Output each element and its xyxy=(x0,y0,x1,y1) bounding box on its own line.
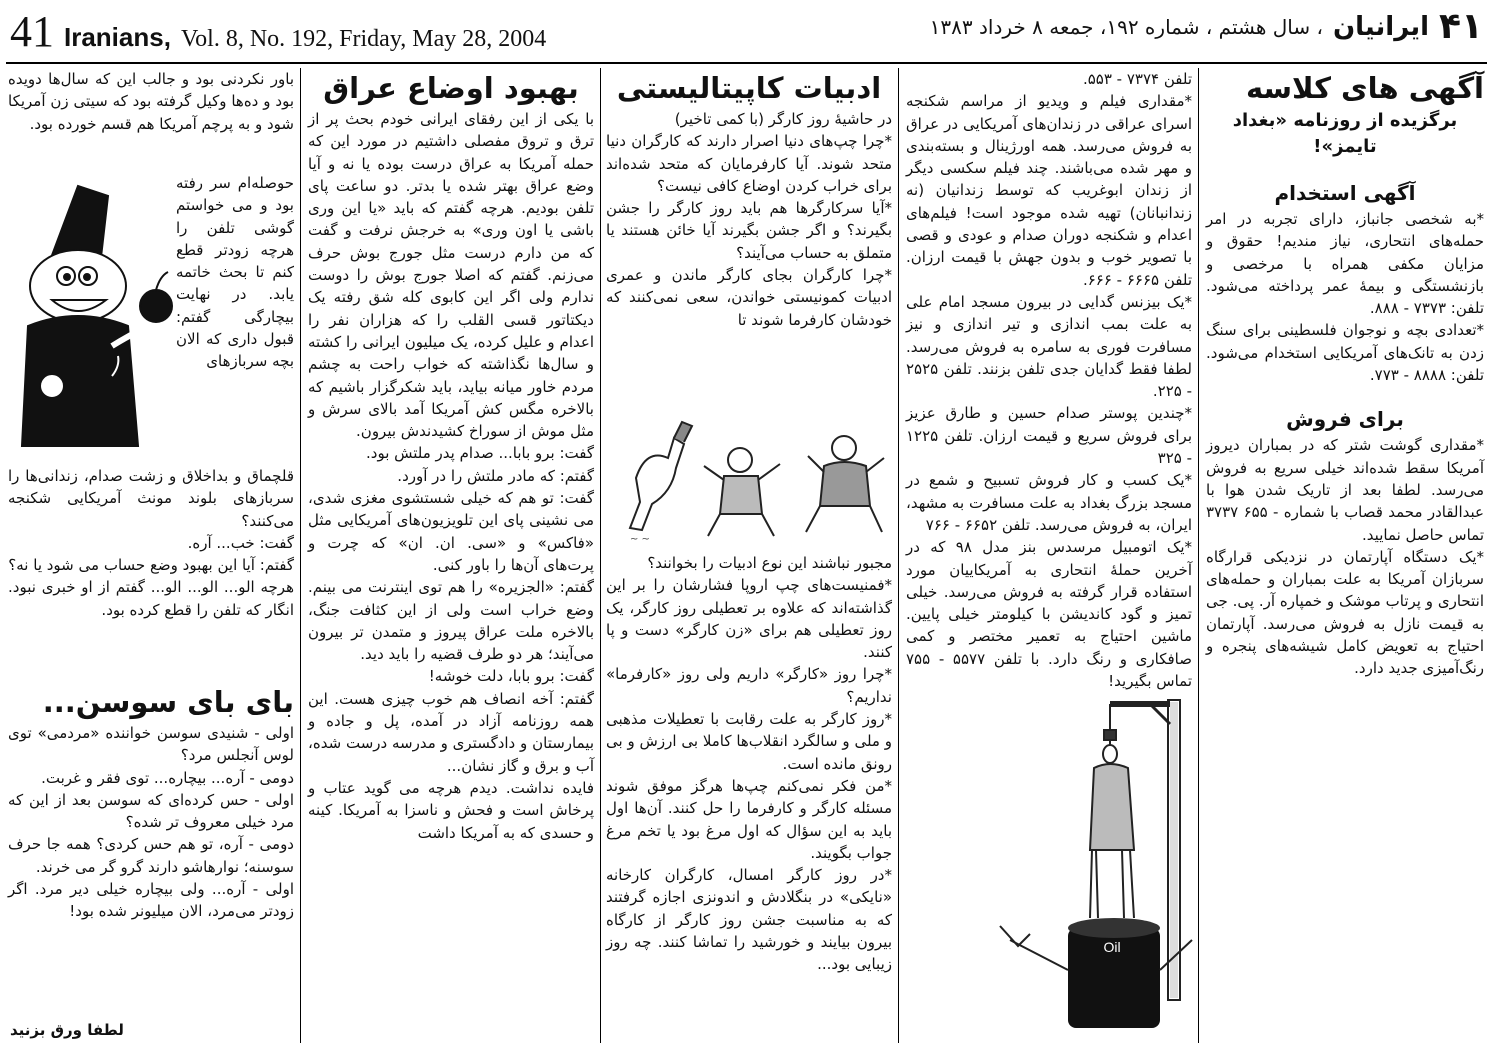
continuation-text: حوصله‌ام سر رفته بود و می خواستم گوشی تلفن را هرچه زودتر قطع کنم تا بحث خاتمه یابد. در نهایت بیچارگی گفتم: قبول داری که الان بچه سربازهای xyxy=(176,174,294,371)
capitalist-item: *چرا چپ‌های دنیا اصرار دارند که کارگران دنیا متحد شوند. آیا کارفرمایان که متحد شده‌اند برای خراب کردن اوضاع کافی نیست؟ xyxy=(606,132,892,195)
capitalist-title: ادبیات کاپیتالیستی xyxy=(616,71,882,105)
header-left xyxy=(10,8,546,58)
iraq-paragraph: گفت: برو بابا، دلت خوشه! xyxy=(428,667,594,686)
running-workers-cartoon xyxy=(612,418,892,546)
iraq-paragraph: گفتم: آخه انصاف هم خوب چیزی هست. این همه روزنامه آزاد در آمده، پل و جاده و بیمارستان و دادگستری و مدرسه درست شده، آب و برق و گاز نشان... xyxy=(308,689,594,775)
continuation-beside xyxy=(176,172,294,464)
column-divider xyxy=(300,68,301,1043)
continuation-text: باور نکردنی بود و جالب این که سال‌ها دویده بود و ده‌ها وکیل گرفته بود که سیتی زن آمریکا شود و به پرچم آمریکا هم قسم خورده بود. xyxy=(8,70,294,133)
column-divider xyxy=(898,68,899,1043)
capitalist-column-bottom xyxy=(606,552,892,1035)
dialogue-line: اولی - شنیدی سوسن خواننده «مردمی» توی لوس آنجلس مرد؟ xyxy=(8,724,294,765)
iraq-paragraph: با یکی از این رفقای ایرانی خودم بحث پر از ترق و تروق مفصلی داشتیم در مورد این که حمله آمریکا به عراق درست بوده یا نه و آیا وضع عراق بهتر شده یا بدتر. دو ساعت پای تلفن بودیم. هرچه گفتم که باید «یا این وری باشی یا اون وری» به خرجش نرفت و گفت که من دارم درست مثل جورج بوش حرف می‌زنم. گفتم که اصلا جورج بوش را دوست ندارم ولی اگر این کابوی کله شق رفته یک دیکتاتور قسی القلب را که هزاران نفر را اعدام و علیل کرده، یک میلیون ایرانی را کشته و سال‌ها نگذاشته که خواب راحت به چشم مردم خاور میانه بیاید، باید شکرگزار باشیم که بالاخره مگس کش آمریکا آمد بالای سرش و مثل موش از سوراخ کشیدندش بیرون. xyxy=(308,110,594,441)
capitalist-item: *چرا کارگران بجای کارگر ماندن و عمری ادبیات کمونیستی خواندن، سعی نمی‌کنند که خودشان کارفرما شوند تا xyxy=(606,266,892,329)
employment-ad: *تعدادی بچه و نوجوان فلسطینی برای سنگ زدن به تانک‌های آمریکایی استخدام می‌شود. تلفن: ۸۸۸۸ - ۷۷۳. xyxy=(1206,321,1484,385)
sousan-title: بای بای سوسن... xyxy=(42,685,294,719)
sale-ad: *یک دستگاه آپارتمان در نزدیکی قرارگاه سربازان آمریکا به علت بمباران و حمله‌های انتحاری و پرتاب موشک و خمپاره آر. پی. جی به قیمت نازل به فروش می‌رسد. آپارتمان احتیاج به تعویض کامل شیشه‌های پنجره و رنگ‌آمیزی جدید دارد. xyxy=(1206,547,1484,678)
issue-info: Vol. 8, No. 192, Friday, May 28, 2004 xyxy=(180,26,547,52)
classified-ad: *یک کسب و کار فروش تسبیح و شمع در مسجد بزرگ بغداد به علت مسافرت به مشهد، ایران، به فروش می‌رسد. تلفن ۶۶۵۲ - ۷۶۶ xyxy=(906,471,1192,534)
turn-page-note: لطفا ورق بزنید xyxy=(10,1021,124,1039)
column-divider xyxy=(600,68,601,1043)
iraq-title: بهبود اوضاع عراق xyxy=(323,71,579,105)
dialogue-line: دومی - آره... بیچاره... توی فقر و غربت. xyxy=(41,768,294,787)
masthead-brand-fa: ایرانیان xyxy=(1332,11,1430,42)
continuation-bottom xyxy=(8,465,294,675)
continuation-top xyxy=(8,68,294,168)
sousan-column xyxy=(8,682,294,1012)
employment-ad: *به شخصی جانباز، دارای تجربه در امر حمله‌های انتحاری، نیاز مندیم! حقوق و مزایان مکفی همراه با مرخصی و بازنشستگی و بیمهٔ عمر پرداخته می‌شود. تلفن: ۷۳۷۳ - ۸۸۸. xyxy=(1206,210,1484,318)
iraq-paragraph: گفتم: «الجزیره» را هم توی اینترنت می بینم. وضع خراب است ولی از این کثافت جنگ، بالاخره ملت عراق پیروز و متمدن تر بیرون می‌آیند؛ هر دو طرف قضیه را باید دید. xyxy=(308,578,594,664)
capitalist-column-top xyxy=(606,68,892,428)
classified-ad: *چندین پوستر صدام حسین و طارق عزیز برای فروش سریع و قیمت ارزان. تلفن ۱۲۲۵ - ۳۲۵ xyxy=(906,404,1192,468)
capitalist-item: در حاشیهٔ روز کارگر (با کمی تاخیر) xyxy=(674,110,892,128)
issue-info-fa: ، سال هشتم ، شماره ۱۹۲، جمعه ۸ خرداد ۱۳۸۳ xyxy=(929,14,1323,39)
capitalist-item: *آیا سرکارگرها هم باید روز کارگر را جشن بگیرند؟ و اگر جشن بگیرند آیا خائن هستند یا متملق به حساب می‌آیند؟ xyxy=(606,199,892,262)
continuation-text: هرچه الو... الو... الو... گفتم از او خبری نبود. انگار که تلفن را قطع کرده بود. xyxy=(8,578,294,619)
masthead-brand: Iranians, xyxy=(64,22,171,52)
capitalist-item: *چرا روز «کارگر» داریم ولی روز «کارفرما» نداریم؟ xyxy=(606,665,892,706)
svg-text:~ ~: ~ ~ xyxy=(630,534,650,545)
sale-ad: *مقداری گوشت شتر که در بمباران دیروز آمریکا سقط شده‌اند خیلی سریع به فروش می‌رسد. لطفا بعد از تاریک شدن هوا با عبدالقادر محمد قصاب با شماره - ۶۵۵ ۳۷۳۷ تماس حاصل نمایید. xyxy=(1206,436,1484,544)
header-rule xyxy=(6,62,1487,64)
capitalist-item: *فمنیست‌های چپ اروپا فشارشان را بر این گذاشته‌اند که علاوه بر تعطیلی روز کارگر، یک روز تعطیلی هم برای «زن کارگر» دست و پا کنند. xyxy=(606,576,892,662)
continuation-text: گفتم: آیا این بهبود وضع حساب می شود یا نه؟ xyxy=(8,556,294,575)
header-right xyxy=(930,6,1483,47)
iraq-paragraph: گفت: تو هم که خیلی شستشوی مغزی شدی، می نشینی پای این تلویزیون‌های آمریکایی مثل «فاکس» و «سی. ان. ان» که چرت و پرت‌های آن‌ها را باور کنی. xyxy=(308,489,594,574)
capitalist-item: مجبور نباشند این نوع ادبیات را بخوانند؟ xyxy=(647,554,892,572)
dialogue-line: دومی - آره، تو هم حس کردی؟ همه جا حرف سوسنه؛ نوارهاشو دارند گرو گر می خرند. xyxy=(8,835,294,876)
sale-heading: برای فروش xyxy=(1286,407,1404,432)
classified-ad: *مقداری فیلم و ویدیو از مراسم شکنجه اسرای عراقی در زندان‌های آمریکایی در عراق به فروش می‌رسد. همه اورژینال و بسته‌بندی و مهر شده می‌باشند. چند فیلم سکسی دیگر از زندان ابوغریب که توسط زندانیان (نه زندانبانان) تهیه شده موجود است! فیلم‌های اعدام و شکنجه دوران صدام و عودی و قصی با تصویر خوب و بدون جهش با قیمت ارزان. تلفن ۶۶۶۵ - ۶۶۶. xyxy=(906,92,1192,289)
continuation-text: قلچماق و بداخلاق و زشت صدام، زندانی‌ها را سربازهای بلوند مونث آمریکایی شکنجه می‌کنند؟ xyxy=(8,467,294,530)
capitalist-item: *در روز کارگر امسال، کارگران کارخانه «نایکی» در بنگلادش و اندونزی اجازه گرفتند که به مناسبت جشن روز کارگر از کارگاه بیرون بیایند و خورشید را تماشا کنند. چه روز زیبایی بود... xyxy=(606,866,892,974)
dictator-cartoon xyxy=(8,176,178,466)
page-number: 41 xyxy=(10,7,54,56)
classified-ad: *یک بیزنس گدایی در بیرون مسجد امام علی به علت بمب اندازی و تیر اندازی و نیز مسافرت فوری به سامره به فروش می‌رسد. لطفا فقط گدایان جدی تلفن بزنند. تلفن ۲۵۲۵ - ۲۲۵. xyxy=(906,292,1192,401)
capitalist-item: *من فکر نمی‌کنم چپ‌ها هرگز موفق شوند مسئله کارگر و کارفرما را حل کنند. آن‌ها اول باید به این سؤال که اول مرغ بود یا تخم مرغ جواب بگویند. xyxy=(606,776,892,862)
column-divider xyxy=(1198,68,1199,1043)
classifieds-subtitle: برگزیده از روزنامه «بغداد تایمز»! xyxy=(1232,110,1458,157)
iraq-paragraph: گفتم: که مادر ملتش را در آورد. xyxy=(397,466,594,485)
classifieds-title: آگهی های کلاسه xyxy=(1245,71,1484,105)
continuation-text: گفت: خب... آره. xyxy=(187,533,294,552)
iraq-paragraph: فایده نداشت. دیدم هرچه می گوید عتاب و پرخاش است و فحش و ناسزا به آمریکا. کینه و حسدی که به آمریکا داشت xyxy=(308,778,594,842)
employment-heading: آگهی استخدام xyxy=(1274,181,1416,205)
classifieds-continued-column xyxy=(906,68,1192,691)
iraq-column xyxy=(308,68,594,1043)
dialogue-line: اولی - آره... ولی بیچاره خیلی دیر مرد. اگر زودتر می‌مرد، الان میلیونر شده بود! xyxy=(8,880,294,921)
dialogue-line: اولی - حس کرده‌ای که سوسن بعد از این که مرد خیلی معروف تر شده؟ xyxy=(8,790,294,832)
iraq-paragraph: گفت: برو بابا... صدام پدر ملتش بود. xyxy=(366,444,594,463)
classifieds-column xyxy=(1206,68,1484,1043)
svg-text:Oil: Oil xyxy=(1103,939,1121,955)
gallows-cartoon xyxy=(1000,690,1195,1035)
classified-ad: *یک اتومبیل مرسدس بنز مدل ۹۸ که در آخرین حملهٔ انتحاری به آمریکاییان مورد استفاده قرار گرفته به فروش می‌رسد. خیلی تمیز و گود کاندیشن با کیلومتر خیلی پایین. ماشین احتیاج به تعمیر مختصر و کمی صافکاری و رنگ دارد. با تلفن ۵۵۷۷ - ۷۵۵ تماس بگیرید! xyxy=(906,538,1192,691)
classified-ad: تلفن ۷۳۷۴ - ۵۵۳. xyxy=(1082,70,1192,88)
page-number-fa: ۴۱ xyxy=(1439,6,1483,47)
capitalist-item: *روز کارگر به علت رقابت با تعطیلات مذهبی و ملی و سالگرد انقلاب‌ها کاملا بی ارزش و بی رونق مانده است. xyxy=(606,710,892,773)
